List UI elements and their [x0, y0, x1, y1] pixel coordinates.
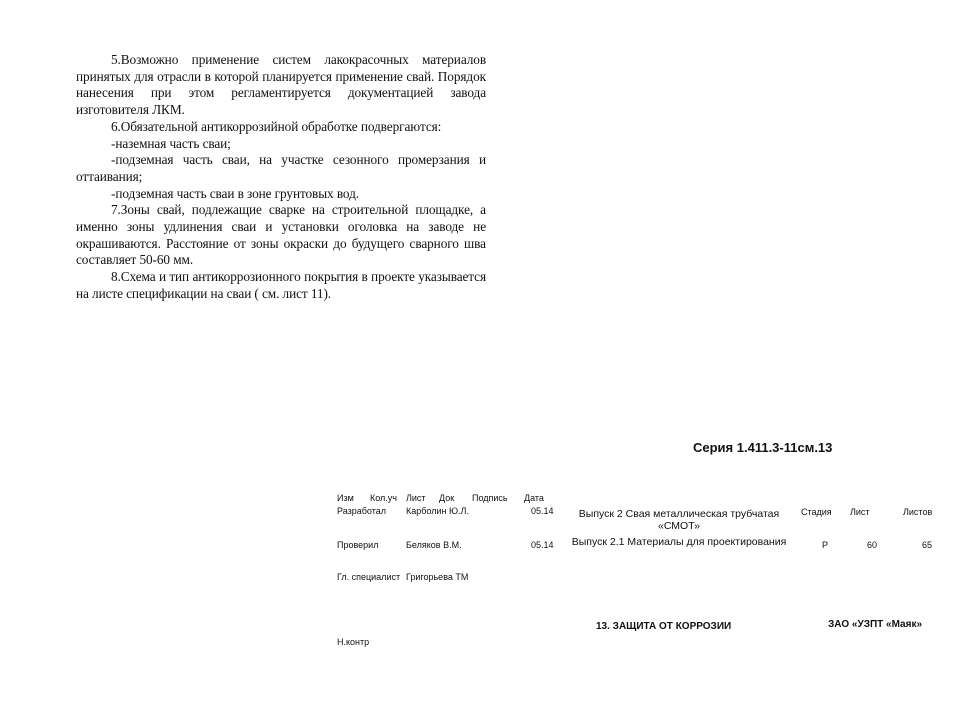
stage-value: Р: [822, 540, 829, 550]
sheets-value: 65: [922, 540, 933, 550]
list-item: -подземная часть сваи, на участке сезонного промерзания и оттаивания;: [76, 152, 486, 184]
paragraph-7: 7.Зоны свай, подлежащие сварке на строительной площадке, а именно зоны удлинения сваи и установки оголовка на заводе не окрашиваются. Расстояние от зоны окраски до будущего сварного шва составляет 50-60 мм.: [76, 202, 486, 268]
series-label: Серия 1.411.3-11см.13: [693, 440, 833, 455]
sheets-label: Листов: [903, 507, 933, 517]
list-item: -наземная часть сваи;: [111, 135, 231, 151]
section-title: 13. ЗАЩИТА ОТ КОРРОЗИИ: [596, 621, 732, 632]
sheet-value: 60: [867, 540, 878, 550]
header-list: Лист: [406, 493, 426, 503]
row-role: Разработал: [337, 506, 386, 516]
stage-label: Стадия: [801, 507, 832, 517]
row-name: Григорьева ТМ: [406, 572, 469, 582]
issue-title: Выпуск 2 Свая металлическая трубчатая «СМОТ»: [578, 508, 780, 532]
paragraph-8: 8.Схема и тип антикоррозионного покрытия в проекте указывается на листе спецификации на сваи ( см. лист 11).: [76, 269, 486, 301]
header-kol-uch: Кол.уч: [370, 493, 397, 503]
header-data: Дата: [524, 493, 544, 503]
row-date: 05.14: [531, 540, 554, 550]
row-role: Гл. специалист: [337, 572, 401, 582]
row-role: Н.контр: [337, 637, 370, 647]
header-podpis: Подпись: [472, 493, 508, 503]
sheet-label: Лист: [850, 507, 870, 517]
header-izm: Изм: [337, 493, 354, 503]
paragraph-6: 6.Обязательной антикоррозийной обработке подвергаются:: [111, 118, 442, 134]
row-date: 05.14: [531, 506, 554, 516]
row-name: Беляков В.М.: [406, 540, 462, 550]
issue-subtitle: Выпуск 2.1 Материалы для проектирования: [571, 536, 787, 548]
row-name: Карболин Ю.Л.: [406, 506, 469, 516]
row-role: Проверил: [337, 540, 379, 550]
paragraph-5: 5.Возможно применение систем лакокрасочных материалов принятых для отрасли в которой планируется применение свай. Порядок нанесения при этом регламентируется документацией завода изготовителя ЛКМ.: [76, 52, 486, 118]
body-text: [76, 52, 486, 303]
company-name: ЗАО «УЗПТ «Маяк»: [828, 619, 923, 630]
header-dok: Док: [439, 493, 455, 503]
list-item: -подземная часть сваи в зоне грунтовых вод.: [111, 185, 359, 201]
